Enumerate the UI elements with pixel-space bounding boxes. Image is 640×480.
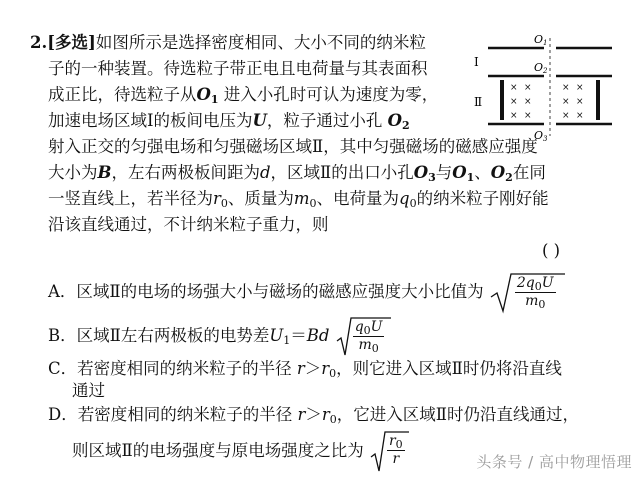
symbol-q: q [399, 189, 410, 208]
question-text: 加速电场区域Ⅰ的板间电压为 [48, 111, 253, 130]
question-text: ，左右两极板间距为 [111, 163, 260, 182]
question-text: 与 [435, 163, 453, 182]
subscript: 0 [220, 197, 228, 210]
svg-text:×: × [524, 97, 532, 107]
subscript: 0 [534, 279, 542, 293]
question-line-1 [30, 32, 426, 54]
symbol-O1: O [196, 85, 211, 104]
question-text: 射入正交的匀强电场和匀强磁场区域Ⅱ，其中匀强磁场的磁感应强度 [48, 137, 538, 156]
option-d-formula [369, 429, 409, 475]
fraction-numerator [515, 275, 556, 293]
subscript: 0 [309, 197, 317, 210]
option-c-line-2 [72, 380, 105, 402]
subscript: 0 [329, 367, 337, 380]
symbol-m: m [293, 189, 310, 208]
question-line-8 [48, 214, 329, 236]
apparatus-diagram [470, 32, 630, 144]
symbol-O2: O [387, 111, 403, 130]
option-d-line-1 [48, 404, 579, 426]
question-text: 、质量为 [227, 189, 294, 208]
svg-text:×: × [562, 83, 570, 93]
label-region-2: Ⅱ [474, 95, 483, 109]
option-b-formula [335, 315, 391, 359]
question-text: 一竖直线上，若半径为 [48, 189, 213, 208]
question-number: 2. [30, 33, 48, 52]
option-text: ＝ [290, 326, 307, 345]
option-text: ，它进入区域Ⅱ时仍沿直线通过， [336, 405, 579, 424]
option-text: D．若密度相同的纳米粒子的半径 [48, 405, 293, 424]
svg-text:×: × [524, 83, 532, 93]
option-text: B．区域Ⅱ左右两极板的电势差 [48, 326, 270, 345]
option-a [48, 270, 565, 314]
answer-bracket: ( ) [542, 241, 561, 260]
subscript: 0 [371, 341, 379, 355]
question-text: 的纳米粒子刚好能 [416, 189, 549, 208]
question-line-2 [48, 58, 428, 80]
question-text: 大小为 [48, 163, 98, 182]
option-text: 通过 [72, 381, 105, 400]
formula-text: 2q [516, 274, 535, 291]
question-line-3 [48, 84, 438, 106]
question-text: 、电荷量为 [316, 189, 400, 208]
subscript: 0 [329, 413, 337, 426]
symbol-r: r [296, 359, 305, 378]
svg-text:×: × [562, 111, 570, 121]
option-b [48, 314, 391, 358]
subscript: 1 [466, 171, 475, 184]
question-line-6 [48, 162, 546, 184]
svg-text:×: × [576, 97, 584, 107]
question-text: 子的一种装置。待选粒子带正电且电荷量与其表面积 [48, 59, 428, 78]
symbol-U: U [269, 326, 284, 345]
formula-text: r [392, 450, 400, 467]
option-text: A．区域Ⅱ的电场的场强大小与磁场的磁感应强度大小比值为 [48, 282, 484, 301]
svg-text:×: × [576, 83, 584, 93]
svg-text:×: × [576, 111, 584, 121]
question-text: 在同 [512, 163, 546, 182]
question-line-5 [48, 136, 538, 158]
symbol-d: d [318, 326, 330, 345]
question-text: 成正比，待选粒子从 [48, 85, 197, 104]
svg-text:×: × [510, 83, 518, 93]
fraction [353, 319, 385, 354]
subscript: 3 [428, 171, 436, 184]
fraction [387, 433, 405, 468]
label-O3: O3 [534, 129, 548, 143]
subscript: 2 [505, 171, 513, 184]
question-text: 如图所示是选择密度相同、大小不同的纳米粒 [95, 33, 426, 52]
formula-text: r [388, 432, 396, 449]
symbol-r: r [321, 405, 330, 424]
fraction-numerator [353, 319, 385, 337]
question-text: 、 [474, 163, 491, 182]
formula-text: U [541, 274, 554, 291]
option-text: ，则它进入区域Ⅱ时仍将沿直线 [336, 359, 562, 378]
option-d-line-2 [72, 428, 409, 474]
svg-text:×: × [510, 97, 518, 107]
svg-text:×: × [524, 111, 532, 121]
formula-text: m [525, 292, 539, 309]
fraction-denominator [523, 293, 547, 310]
label-O2: O2 [534, 61, 548, 75]
fraction-denominator [390, 451, 401, 468]
question-line-4 [48, 110, 410, 132]
symbol-O2: O [490, 163, 506, 182]
subscript: 1 [210, 93, 219, 106]
label-O1: O1 [534, 33, 548, 47]
option-a-formula [489, 271, 565, 315]
subscript: 1 [283, 334, 291, 347]
symbol-d: d [259, 163, 271, 182]
symbol-B: B [97, 163, 112, 182]
symbol-r: r [213, 189, 221, 208]
question-text: 沿该直线通过，不计纳米粒子重力，则 [48, 215, 329, 234]
question-text: ，区域Ⅱ的出口小孔 [270, 163, 414, 182]
subscript: 0 [363, 323, 371, 337]
question-tag: [多选] [47, 33, 96, 52]
option-text: C．若密度相同的纳米粒子的半径 [48, 359, 292, 378]
option-text: ＞ [305, 405, 322, 424]
fraction-denominator [356, 337, 380, 354]
symbol-r: r [321, 359, 330, 378]
question-line-7 [48, 188, 549, 210]
option-c-line-1 [48, 358, 562, 380]
option-text: 则区域Ⅱ的电场强度与原电场强度之比为 [72, 441, 364, 460]
subscript: 0 [409, 197, 417, 210]
symbol-r: r [297, 405, 306, 424]
symbol-O1: O [452, 163, 467, 182]
subscript: 2 [402, 119, 410, 132]
formula-text: U [370, 318, 383, 335]
question-text: ，粒子通过小孔 [266, 111, 383, 130]
subscript: 0 [395, 437, 403, 451]
label-region-1: Ⅰ [474, 55, 479, 69]
symbol-O3: O [413, 163, 429, 182]
option-text: ＞ [304, 359, 322, 378]
subscript: 0 [538, 297, 546, 311]
fraction-numerator [387, 433, 405, 451]
fraction [515, 275, 556, 310]
magnetic-field-crosses [510, 83, 584, 121]
svg-text:×: × [510, 111, 518, 121]
symbol-U: U [252, 111, 267, 130]
question-text: 进入小孔时可认为速度为零， [223, 85, 439, 104]
formula-text: m [358, 336, 372, 353]
svg-text:×: × [562, 97, 570, 107]
formula-text: q [354, 318, 364, 335]
symbol-B: B [306, 326, 319, 345]
watermark: 头条号 / 高中物理悟理 [476, 453, 632, 471]
